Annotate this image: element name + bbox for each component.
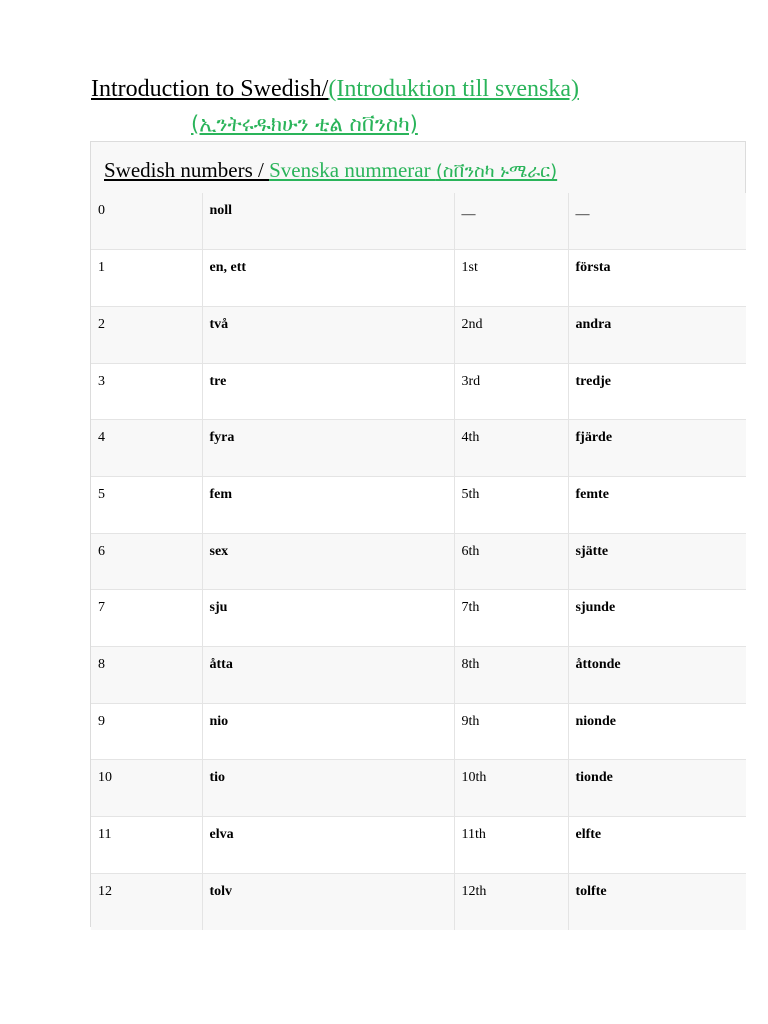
word-cell: en, ett (202, 250, 454, 307)
table-header-amharic-text: (ስቨንስካ ኑሜራር) (435, 161, 558, 182)
title-english: Introduction to Swedish/ (91, 76, 329, 102)
number-cell: 7 (91, 590, 202, 647)
word-cell: tre (202, 363, 454, 420)
word-cell: sju (202, 590, 454, 647)
number-cell: 8 (91, 647, 202, 704)
word-cell: noll (202, 193, 454, 250)
ordinal-word-cell: — (568, 193, 746, 250)
ordinal-word-cell: tionde (568, 760, 746, 817)
table-header-english: Swedish numbers / (104, 158, 270, 182)
table-row (91, 193, 746, 250)
table-row (91, 420, 746, 477)
number-cell: 12 (91, 873, 202, 930)
ordinal-word-cell: elfte (568, 817, 746, 874)
word-cell: tolv (202, 873, 454, 930)
ordinal-cell: 5th (454, 476, 568, 533)
ordinal-cell: 9th (454, 703, 568, 760)
number-cell: 10 (91, 760, 202, 817)
ordinal-cell: 3rd (454, 363, 568, 420)
word-cell: elva (202, 817, 454, 874)
number-cell: 9 (91, 703, 202, 760)
ordinal-cell: 10th (454, 760, 568, 817)
title-amharic-link[interactable]: (ኢንትሩዱክሁን ቲል ስቨንስካ) (191, 112, 418, 136)
table-header (91, 142, 745, 193)
page-subtitle (191, 108, 418, 140)
table-row (91, 476, 746, 533)
word-cell: sex (202, 533, 454, 590)
word-cell: tio (202, 760, 454, 817)
number-cell: 5 (91, 476, 202, 533)
ordinal-cell: 12th (454, 873, 568, 930)
numbers-table-body (91, 193, 746, 930)
ordinal-word-cell: tolfte (568, 873, 746, 930)
ordinal-cell: 4th (454, 420, 568, 477)
word-cell: fyra (202, 420, 454, 477)
ordinal-word-cell: andra (568, 306, 746, 363)
table-row (91, 817, 746, 874)
number-cell: 6 (91, 533, 202, 590)
ordinal-cell: 1st (454, 250, 568, 307)
table-row (91, 306, 746, 363)
ordinal-word-cell: sjunde (568, 590, 746, 647)
ordinal-word-cell: nionde (568, 703, 746, 760)
ordinal-word-cell: sjätte (568, 533, 746, 590)
title-swedish-link[interactable]: (Introduktion till svenska) (328, 76, 579, 102)
number-cell: 2 (91, 306, 202, 363)
ordinal-cell: 8th (454, 647, 568, 704)
number-cell: 1 (91, 250, 202, 307)
number-cell: 0 (91, 193, 202, 250)
ordinal-cell: 11th (454, 817, 568, 874)
numbers-table-container (90, 141, 746, 927)
table-row (91, 250, 746, 307)
word-cell: nio (202, 703, 454, 760)
ordinal-cell: — (454, 193, 568, 250)
table-header-swedish-link[interactable] (269, 158, 557, 182)
ordinal-cell: 6th (454, 533, 568, 590)
word-cell: två (202, 306, 454, 363)
ordinal-cell: 2nd (454, 306, 568, 363)
table-row (91, 873, 746, 930)
table-header-swedish-text: Svenska nummerar (269, 158, 436, 182)
ordinal-word-cell: tredje (568, 363, 746, 420)
ordinal-word-cell: femte (568, 476, 746, 533)
table-row (91, 590, 746, 647)
number-cell: 4 (91, 420, 202, 477)
ordinal-word-cell: första (568, 250, 746, 307)
ordinal-word-cell: åttonde (568, 647, 746, 704)
table-row (91, 760, 746, 817)
page-title (91, 73, 579, 105)
table-row (91, 647, 746, 704)
number-cell: 11 (91, 817, 202, 874)
number-cell: 3 (91, 363, 202, 420)
table-row (91, 703, 746, 760)
word-cell: fem (202, 476, 454, 533)
ordinal-cell: 7th (454, 590, 568, 647)
numbers-table (91, 193, 746, 930)
ordinal-word-cell: fjärde (568, 420, 746, 477)
table-row (91, 533, 746, 590)
word-cell: åtta (202, 647, 454, 704)
table-row (91, 363, 746, 420)
